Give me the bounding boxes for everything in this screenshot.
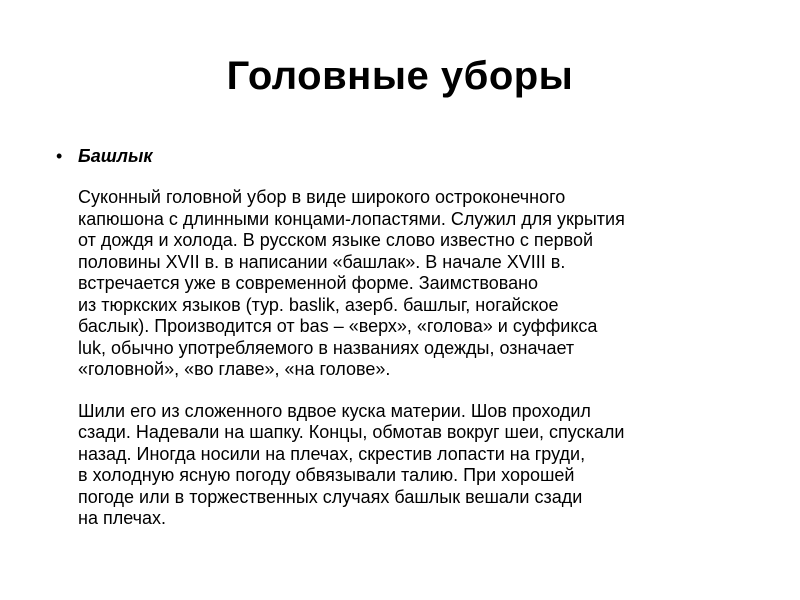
paragraph-line: Шили его из сложенного вдвое куска материи. Шов проходил (78, 400, 591, 421)
paragraph-line: Суконный головной убор в виде широкого остроконечного (78, 187, 566, 207)
paragraph-line: встречается уже в современной форме. Заимствовано (78, 273, 539, 293)
bullet-dot-icon: • (56, 146, 63, 166)
paragraph-line: капюшона с длинными концами-лопастями. Служил для укрытия (78, 208, 625, 229)
paragraph-line: на плечах. (78, 508, 167, 528)
paragraph-line: в холодную ясную погоду обвязывали талию. При хорошей (78, 465, 575, 485)
paragraph-line: от дождя и холода. В русском языке слово известно с первой (78, 230, 594, 250)
paragraph-line: погоде или в торжественных случаях башлык вешали сзади (78, 486, 583, 507)
description-paragraph (78, 401, 768, 530)
paragraph-line: из тюркских языков (тур. baslik, азерб. башлыг, ногайское (78, 294, 559, 315)
description-paragraph (78, 187, 768, 381)
paragraph-line: назад. Иногда носили на плечах, скрестив лопасти на груди, (78, 443, 586, 464)
bullet-body (78, 146, 768, 550)
paragraph-line: сзади. Надевали на шапку. Концы, обмотав вокруг шеи, спускали (78, 422, 625, 442)
paragraph-line: «головной», «во главе», «на голове». (78, 359, 391, 379)
paragraph-line: luk, обычно употребляемого в названиях одежды, означает (78, 337, 575, 358)
term-heading: Башлык (78, 146, 153, 166)
slide-title: Головные уборы (226, 54, 574, 98)
paragraph-line: баслык). Производится от bas – «верх», «голова» и суффикса (78, 316, 598, 336)
description-paragraphs (78, 187, 768, 530)
paragraph-line: половины XVII в. в написании «башлак». В начале XVIII в. (78, 251, 566, 272)
